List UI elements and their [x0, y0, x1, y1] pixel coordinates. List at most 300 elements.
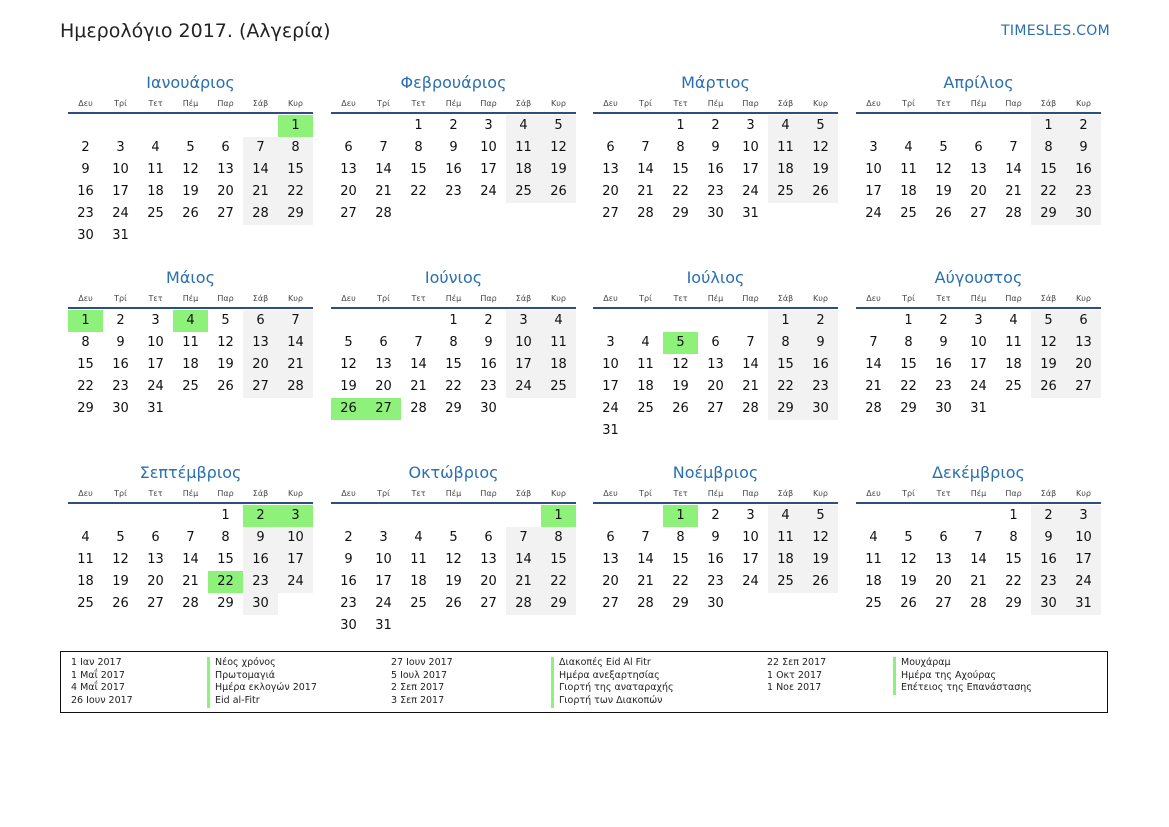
day-cell[interactable]: 2: [81, 140, 90, 155]
day-cell[interactable]: 10: [1066, 527, 1101, 549]
day-cell[interactable]: 1: [904, 313, 913, 328]
holiday-day-cell[interactable]: 2: [243, 505, 278, 527]
day-cell[interactable]: 23: [77, 206, 94, 221]
day-cell[interactable]: 14: [970, 552, 987, 567]
day-cell[interactable]: 20: [243, 354, 278, 376]
day-cell[interactable]: 4: [541, 310, 576, 332]
day-cell[interactable]: 24: [112, 206, 129, 221]
site-link[interactable]: TIMESLES.COM: [1001, 23, 1110, 39]
day-cell[interactable]: 13: [1066, 332, 1101, 354]
day-cell[interactable]: 26: [935, 206, 952, 221]
day-cell[interactable]: 8: [1031, 137, 1066, 159]
day-cell[interactable]: 22: [900, 379, 917, 394]
day-cell[interactable]: 14: [637, 552, 654, 567]
day-cell[interactable]: 19: [1031, 354, 1066, 376]
day-cell[interactable]: 11: [1005, 335, 1022, 350]
day-cell[interactable]: 29: [77, 401, 94, 416]
day-cell[interactable]: 14: [278, 332, 313, 354]
day-cell[interactable]: 31: [147, 401, 164, 416]
day-cell[interactable]: 28: [410, 401, 427, 416]
day-cell[interactable]: 28: [182, 596, 199, 611]
day-cell[interactable]: 28: [742, 401, 759, 416]
day-cell[interactable]: 26: [1031, 376, 1066, 398]
day-cell[interactable]: 15: [217, 552, 234, 567]
day-cell[interactable]: 22: [672, 184, 689, 199]
day-cell[interactable]: 21: [278, 354, 313, 376]
day-cell[interactable]: 8: [449, 335, 458, 350]
day-cell[interactable]: 18: [410, 574, 427, 589]
day-cell[interactable]: 2: [344, 530, 353, 545]
day-cell[interactable]: 17: [742, 162, 759, 177]
day-cell[interactable]: 6: [939, 530, 948, 545]
day-cell[interactable]: 7: [746, 335, 755, 350]
day-cell[interactable]: 26: [672, 401, 689, 416]
day-cell[interactable]: 11: [77, 552, 94, 567]
day-cell[interactable]: 19: [900, 574, 917, 589]
day-cell[interactable]: 7: [974, 530, 983, 545]
day-cell[interactable]: 14: [637, 162, 654, 177]
day-cell[interactable]: 4: [1009, 313, 1018, 328]
day-cell[interactable]: 30: [77, 228, 94, 243]
day-cell[interactable]: 11: [182, 335, 199, 350]
day-cell[interactable]: 6: [1066, 310, 1101, 332]
day-cell[interactable]: 9: [116, 335, 125, 350]
day-cell[interactable]: 1: [449, 313, 458, 328]
day-cell[interactable]: 29: [541, 593, 576, 615]
day-cell[interactable]: 17: [865, 184, 882, 199]
day-cell[interactable]: 10: [375, 552, 392, 567]
day-cell[interactable]: 1: [676, 118, 685, 133]
day-cell[interactable]: 19: [803, 159, 838, 181]
day-cell[interactable]: 30: [803, 398, 838, 420]
day-cell[interactable]: 14: [1005, 162, 1022, 177]
day-cell[interactable]: 7: [641, 530, 650, 545]
day-cell[interactable]: 31: [970, 401, 987, 416]
day-cell[interactable]: 3: [151, 313, 160, 328]
day-cell[interactable]: 24: [865, 206, 882, 221]
day-cell[interactable]: 25: [182, 379, 199, 394]
day-cell[interactable]: 4: [768, 505, 803, 527]
day-cell[interactable]: 20: [375, 379, 392, 394]
day-cell[interactable]: 19: [217, 357, 234, 372]
day-cell[interactable]: 10: [480, 140, 497, 155]
day-cell[interactable]: 4: [641, 335, 650, 350]
day-cell[interactable]: 11: [541, 332, 576, 354]
day-cell[interactable]: 29: [672, 596, 689, 611]
day-cell[interactable]: 16: [112, 357, 129, 372]
day-cell[interactable]: 25: [768, 571, 803, 593]
day-cell[interactable]: 13: [935, 552, 952, 567]
day-cell[interactable]: 10: [742, 140, 759, 155]
day-cell[interactable]: 25: [147, 206, 164, 221]
day-cell[interactable]: 9: [803, 332, 838, 354]
day-cell[interactable]: 15: [77, 357, 94, 372]
day-cell[interactable]: 14: [506, 549, 541, 571]
day-cell[interactable]: 9: [243, 527, 278, 549]
day-cell[interactable]: 16: [445, 162, 462, 177]
day-cell[interactable]: 26: [217, 379, 234, 394]
day-cell[interactable]: 3: [379, 530, 388, 545]
day-cell[interactable]: 31: [112, 228, 129, 243]
day-cell[interactable]: 20: [1066, 354, 1101, 376]
day-cell[interactable]: 9: [711, 140, 720, 155]
day-cell[interactable]: 18: [541, 354, 576, 376]
day-cell[interactable]: 21: [637, 184, 654, 199]
day-cell[interactable]: 6: [711, 335, 720, 350]
day-cell[interactable]: 5: [803, 505, 838, 527]
day-cell[interactable]: 29: [900, 401, 917, 416]
day-cell[interactable]: 13: [707, 357, 724, 372]
day-cell[interactable]: 17: [602, 379, 619, 394]
day-cell[interactable]: 7: [414, 335, 423, 350]
day-cell[interactable]: 12: [1031, 332, 1066, 354]
day-cell[interactable]: 5: [1031, 310, 1066, 332]
day-cell[interactable]: 8: [541, 527, 576, 549]
day-cell[interactable]: 20: [147, 574, 164, 589]
day-cell[interactable]: 7: [506, 527, 541, 549]
day-cell[interactable]: 27: [602, 206, 619, 221]
day-cell[interactable]: 21: [637, 574, 654, 589]
day-cell[interactable]: 15: [1005, 552, 1022, 567]
day-cell[interactable]: 16: [480, 357, 497, 372]
day-cell[interactable]: 27: [480, 596, 497, 611]
day-cell[interactable]: 22: [1005, 574, 1022, 589]
day-cell[interactable]: 3: [746, 118, 755, 133]
day-cell[interactable]: 8: [676, 530, 685, 545]
day-cell[interactable]: 31: [1066, 593, 1101, 615]
day-cell[interactable]: 8: [278, 137, 313, 159]
day-cell[interactable]: 27: [217, 206, 234, 221]
day-cell[interactable]: 20: [602, 574, 619, 589]
day-cell[interactable]: 24: [970, 379, 987, 394]
day-cell[interactable]: 18: [900, 184, 917, 199]
day-cell[interactable]: 22: [672, 574, 689, 589]
day-cell[interactable]: 23: [803, 376, 838, 398]
day-cell[interactable]: 17: [506, 354, 541, 376]
day-cell[interactable]: 27: [602, 596, 619, 611]
day-cell[interactable]: 13: [480, 552, 497, 567]
day-cell[interactable]: 23: [1031, 571, 1066, 593]
day-cell[interactable]: 2: [449, 118, 458, 133]
day-cell[interactable]: 2: [116, 313, 125, 328]
day-cell[interactable]: 13: [970, 162, 987, 177]
day-cell[interactable]: 14: [742, 357, 759, 372]
day-cell[interactable]: 19: [340, 379, 357, 394]
holiday-day-cell[interactable]: 1: [541, 505, 576, 527]
day-cell[interactable]: 9: [1031, 527, 1066, 549]
day-cell[interactable]: 3: [746, 508, 755, 523]
day-cell[interactable]: 25: [637, 401, 654, 416]
day-cell[interactable]: 28: [278, 376, 313, 398]
day-cell[interactable]: 10: [506, 332, 541, 354]
day-cell[interactable]: 21: [375, 184, 392, 199]
day-cell[interactable]: 12: [340, 357, 357, 372]
day-cell[interactable]: 17: [480, 162, 497, 177]
day-cell[interactable]: 3: [484, 118, 493, 133]
day-cell[interactable]: 19: [803, 549, 838, 571]
day-cell[interactable]: 7: [641, 140, 650, 155]
day-cell[interactable]: 5: [221, 313, 230, 328]
holiday-day-cell[interactable]: 3: [278, 505, 313, 527]
day-cell[interactable]: 8: [81, 335, 90, 350]
day-cell[interactable]: 26: [803, 571, 838, 593]
day-cell[interactable]: 17: [1066, 549, 1101, 571]
day-cell[interactable]: 16: [707, 162, 724, 177]
day-cell[interactable]: 24: [742, 184, 759, 199]
day-cell[interactable]: 13: [602, 162, 619, 177]
holiday-day-cell[interactable]: 1: [663, 505, 698, 527]
day-cell[interactable]: 11: [637, 357, 654, 372]
day-cell[interactable]: 18: [1005, 357, 1022, 372]
day-cell[interactable]: 14: [243, 159, 278, 181]
day-cell[interactable]: 15: [900, 357, 917, 372]
day-cell[interactable]: 27: [147, 596, 164, 611]
day-cell[interactable]: 12: [445, 552, 462, 567]
day-cell[interactable]: 16: [707, 552, 724, 567]
day-cell[interactable]: 4: [81, 530, 90, 545]
day-cell[interactable]: 9: [1066, 137, 1101, 159]
day-cell[interactable]: 4: [768, 115, 803, 137]
day-cell[interactable]: 20: [340, 184, 357, 199]
day-cell[interactable]: 29: [278, 203, 313, 225]
day-cell[interactable]: 7: [1009, 140, 1018, 155]
day-cell[interactable]: 13: [602, 552, 619, 567]
day-cell[interactable]: 8: [676, 140, 685, 155]
day-cell[interactable]: 29: [445, 401, 462, 416]
day-cell[interactable]: 22: [1031, 181, 1066, 203]
day-cell[interactable]: 26: [182, 206, 199, 221]
day-cell[interactable]: 26: [541, 181, 576, 203]
day-cell[interactable]: 19: [672, 379, 689, 394]
day-cell[interactable]: 28: [637, 596, 654, 611]
day-cell[interactable]: 5: [904, 530, 913, 545]
day-cell[interactable]: 14: [410, 357, 427, 372]
day-cell[interactable]: 14: [182, 552, 199, 567]
day-cell[interactable]: 15: [541, 549, 576, 571]
day-cell[interactable]: 9: [939, 335, 948, 350]
day-cell[interactable]: 21: [970, 574, 987, 589]
day-cell[interactable]: 20: [970, 184, 987, 199]
day-cell[interactable]: 23: [445, 184, 462, 199]
day-cell[interactable]: 21: [1005, 184, 1022, 199]
day-cell[interactable]: 10: [278, 527, 313, 549]
day-cell[interactable]: 5: [449, 530, 458, 545]
day-cell[interactable]: 9: [711, 530, 720, 545]
day-cell[interactable]: 1: [768, 310, 803, 332]
day-cell[interactable]: 30: [1066, 203, 1101, 225]
day-cell[interactable]: 1: [221, 508, 230, 523]
day-cell[interactable]: 19: [112, 574, 129, 589]
day-cell[interactable]: 15: [445, 357, 462, 372]
day-cell[interactable]: 22: [77, 379, 94, 394]
day-cell[interactable]: 7: [869, 335, 878, 350]
day-cell[interactable]: 1: [1031, 115, 1066, 137]
day-cell[interactable]: 11: [865, 552, 882, 567]
day-cell[interactable]: 13: [147, 552, 164, 567]
day-cell[interactable]: 31: [602, 423, 619, 438]
day-cell[interactable]: 22: [768, 376, 803, 398]
day-cell[interactable]: 6: [221, 140, 230, 155]
day-cell[interactable]: 18: [182, 357, 199, 372]
day-cell[interactable]: 30: [243, 593, 278, 615]
day-cell[interactable]: 20: [217, 184, 234, 199]
day-cell[interactable]: 8: [414, 140, 423, 155]
day-cell[interactable]: 4: [151, 140, 160, 155]
day-cell[interactable]: 7: [186, 530, 195, 545]
day-cell[interactable]: 15: [768, 354, 803, 376]
day-cell[interactable]: 20: [935, 574, 952, 589]
day-cell[interactable]: 12: [672, 357, 689, 372]
day-cell[interactable]: 5: [344, 335, 353, 350]
day-cell[interactable]: 3: [116, 140, 125, 155]
day-cell[interactable]: 3: [974, 313, 983, 328]
day-cell[interactable]: 11: [900, 162, 917, 177]
day-cell[interactable]: 6: [243, 310, 278, 332]
day-cell[interactable]: 18: [506, 159, 541, 181]
day-cell[interactable]: 12: [935, 162, 952, 177]
day-cell[interactable]: 15: [672, 552, 689, 567]
day-cell[interactable]: 23: [1066, 181, 1101, 203]
day-cell[interactable]: 24: [1066, 571, 1101, 593]
day-cell[interactable]: 3: [1066, 505, 1101, 527]
holiday-day-cell[interactable]: 27: [366, 398, 401, 420]
day-cell[interactable]: 6: [484, 530, 493, 545]
day-cell[interactable]: 18: [768, 159, 803, 181]
day-cell[interactable]: 2: [939, 313, 948, 328]
day-cell[interactable]: 12: [541, 137, 576, 159]
day-cell[interactable]: 10: [112, 162, 129, 177]
day-cell[interactable]: 26: [445, 596, 462, 611]
day-cell[interactable]: 23: [480, 379, 497, 394]
day-cell[interactable]: 3: [869, 140, 878, 155]
day-cell[interactable]: 16: [1066, 159, 1101, 181]
day-cell[interactable]: 28: [865, 401, 882, 416]
day-cell[interactable]: 25: [410, 596, 427, 611]
day-cell[interactable]: 22: [445, 379, 462, 394]
day-cell[interactable]: 5: [939, 140, 948, 155]
day-cell[interactable]: 10: [742, 530, 759, 545]
day-cell[interactable]: 16: [340, 574, 357, 589]
day-cell[interactable]: 11: [410, 552, 427, 567]
day-cell[interactable]: 29: [217, 596, 234, 611]
day-cell[interactable]: 27: [340, 206, 357, 221]
day-cell[interactable]: 27: [707, 401, 724, 416]
day-cell[interactable]: 25: [865, 596, 882, 611]
day-cell[interactable]: 25: [506, 181, 541, 203]
day-cell[interactable]: 3: [506, 310, 541, 332]
holiday-day-cell[interactable]: 1: [68, 310, 103, 332]
day-cell[interactable]: 18: [637, 379, 654, 394]
day-cell[interactable]: 28: [506, 593, 541, 615]
day-cell[interactable]: 14: [375, 162, 392, 177]
day-cell[interactable]: 7: [243, 137, 278, 159]
day-cell[interactable]: 4: [904, 140, 913, 155]
day-cell[interactable]: 6: [151, 530, 160, 545]
day-cell[interactable]: 16: [77, 184, 94, 199]
day-cell[interactable]: 2: [1066, 115, 1101, 137]
day-cell[interactable]: 9: [81, 162, 90, 177]
day-cell[interactable]: 24: [742, 574, 759, 589]
day-cell[interactable]: 16: [1031, 549, 1066, 571]
day-cell[interactable]: 28: [375, 206, 392, 221]
day-cell[interactable]: 20: [480, 574, 497, 589]
day-cell[interactable]: 4: [869, 530, 878, 545]
day-cell[interactable]: 8: [768, 332, 803, 354]
day-cell[interactable]: 30: [707, 596, 724, 611]
day-cell[interactable]: 12: [803, 527, 838, 549]
day-cell[interactable]: 22: [278, 181, 313, 203]
day-cell[interactable]: 2: [711, 118, 720, 133]
day-cell[interactable]: 2: [803, 310, 838, 332]
holiday-day-cell[interactable]: 1: [278, 115, 313, 137]
day-cell[interactable]: 23: [707, 184, 724, 199]
day-cell[interactable]: 17: [147, 357, 164, 372]
day-cell[interactable]: 13: [243, 332, 278, 354]
day-cell[interactable]: 1: [414, 118, 423, 133]
day-cell[interactable]: 27: [970, 206, 987, 221]
day-cell[interactable]: 6: [379, 335, 388, 350]
day-cell[interactable]: 3: [606, 335, 615, 350]
day-cell[interactable]: 12: [217, 335, 234, 350]
day-cell[interactable]: 28: [970, 596, 987, 611]
day-cell[interactable]: 16: [935, 357, 952, 372]
day-cell[interactable]: 31: [375, 618, 392, 633]
day-cell[interactable]: 27: [1066, 376, 1101, 398]
day-cell[interactable]: 11: [768, 527, 803, 549]
day-cell[interactable]: 24: [506, 376, 541, 398]
day-cell[interactable]: 23: [340, 596, 357, 611]
day-cell[interactable]: 23: [707, 574, 724, 589]
day-cell[interactable]: 21: [865, 379, 882, 394]
holiday-day-cell[interactable]: 22: [208, 571, 243, 593]
day-cell[interactable]: 4: [506, 115, 541, 137]
day-cell[interactable]: 20: [707, 379, 724, 394]
day-cell[interactable]: 24: [147, 379, 164, 394]
day-cell[interactable]: 14: [865, 357, 882, 372]
day-cell[interactable]: 13: [375, 357, 392, 372]
day-cell[interactable]: 12: [900, 552, 917, 567]
day-cell[interactable]: 4: [414, 530, 423, 545]
day-cell[interactable]: 19: [541, 159, 576, 181]
day-cell[interactable]: 30: [340, 618, 357, 633]
day-cell[interactable]: 7: [379, 140, 388, 155]
day-cell[interactable]: 18: [768, 549, 803, 571]
day-cell[interactable]: 21: [410, 379, 427, 394]
day-cell[interactable]: 22: [410, 184, 427, 199]
day-cell[interactable]: 5: [803, 115, 838, 137]
day-cell[interactable]: 5: [116, 530, 125, 545]
holiday-day-cell[interactable]: 4: [173, 310, 208, 332]
day-cell[interactable]: 16: [243, 549, 278, 571]
day-cell[interactable]: 29: [1031, 203, 1066, 225]
day-cell[interactable]: 28: [1005, 206, 1022, 221]
day-cell[interactable]: 25: [77, 596, 94, 611]
day-cell[interactable]: 10: [970, 335, 987, 350]
day-cell[interactable]: 11: [506, 137, 541, 159]
day-cell[interactable]: 24: [375, 596, 392, 611]
day-cell[interactable]: 23: [112, 379, 129, 394]
day-cell[interactable]: 27: [243, 376, 278, 398]
day-cell[interactable]: 16: [803, 354, 838, 376]
day-cell[interactable]: 11: [147, 162, 164, 177]
day-cell[interactable]: 10: [865, 162, 882, 177]
day-cell[interactable]: 8: [904, 335, 913, 350]
day-cell[interactable]: 24: [480, 184, 497, 199]
day-cell[interactable]: 15: [410, 162, 427, 177]
day-cell[interactable]: 12: [112, 552, 129, 567]
holiday-day-cell[interactable]: 5: [663, 332, 698, 354]
day-cell[interactable]: 28: [637, 206, 654, 221]
